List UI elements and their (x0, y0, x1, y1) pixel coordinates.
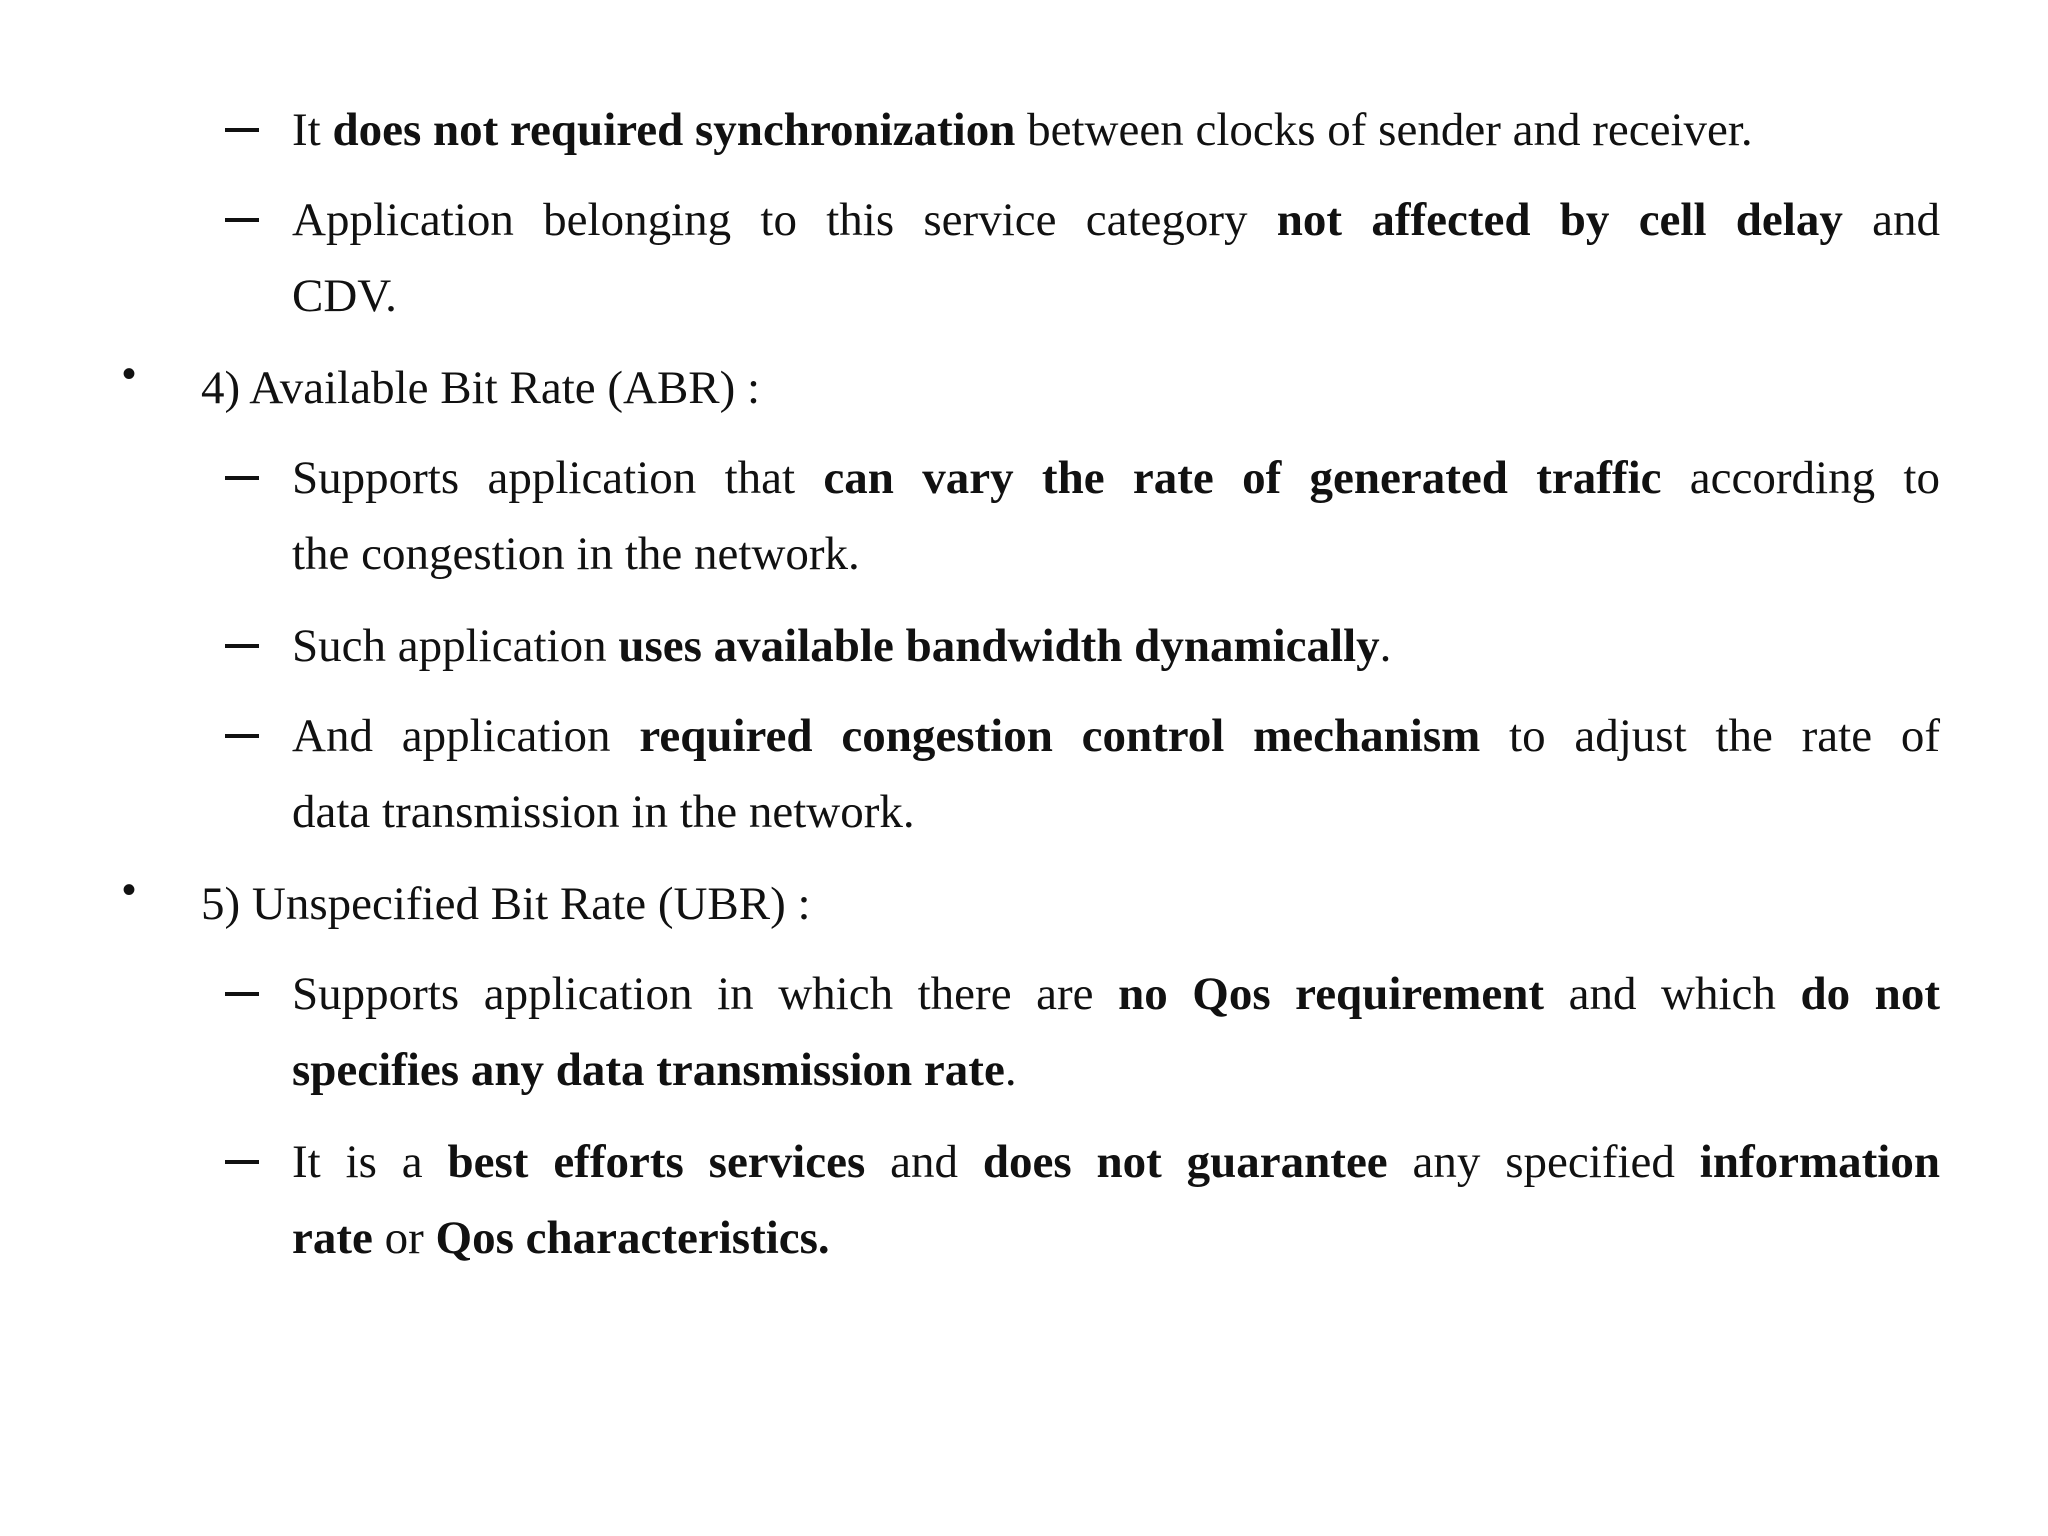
list-line (292, 440, 1940, 516)
body-text: and which (1544, 968, 1801, 1020)
body-text: Such application (292, 620, 619, 672)
body-text: and (1842, 194, 1940, 246)
list-line (292, 698, 1940, 774)
body-text: And application (292, 710, 640, 762)
bullet-icon: • (122, 352, 137, 396)
dash-icon (225, 644, 259, 648)
list-line (292, 1200, 1940, 1276)
list-line (292, 774, 1940, 850)
list-line (292, 1124, 1940, 1200)
emphasis-text: does not guarantee (982, 1136, 1388, 1188)
dash-icon (225, 218, 259, 222)
dash-icon (225, 128, 259, 132)
body-text: any specified (1387, 1136, 1700, 1188)
list-line (292, 92, 1940, 168)
emphasis-text: Qos characteristics. (435, 1212, 830, 1264)
dash-icon (225, 734, 259, 738)
body-text: It (292, 104, 333, 156)
body-text: 4) Available Bit Rate (ABR) : (201, 362, 761, 414)
body-text: Supports application in which there are (292, 968, 1119, 1020)
body-text: or (372, 1212, 436, 1264)
emphasis-text: best efforts services (447, 1136, 866, 1188)
emphasis-text: required congestion control mechanism (639, 710, 1481, 762)
body-text: to adjust the rate of (1480, 710, 1940, 762)
dash-icon (225, 992, 259, 996)
body-text: Application belonging to this service category (292, 194, 1277, 246)
body-text: CDV. (292, 270, 397, 322)
list-line (292, 608, 1940, 684)
body-text: . (1379, 620, 1392, 672)
emphasis-text: does not required synchronization (332, 104, 1016, 156)
body-text: . (1004, 1044, 1017, 1096)
list-line (292, 182, 1940, 258)
body-text: and (865, 1136, 983, 1188)
emphasis-text: specifies any data transmission rate (292, 1044, 1005, 1096)
emphasis-text: uses available bandwidth dynamically (618, 620, 1380, 672)
emphasis-text: information (1699, 1136, 1940, 1188)
emphasis-text: rate (292, 1212, 373, 1264)
body-text: between clocks of sender and receiver. (1015, 104, 1753, 156)
list-line (292, 1032, 1940, 1108)
dash-icon (225, 1160, 259, 1164)
emphasis-text: do not (1800, 968, 1940, 1020)
bullet-icon: • (122, 868, 137, 912)
dash-icon (225, 476, 259, 480)
body-text: 5) Unspecified Bit Rate (UBR) : (201, 878, 811, 930)
section-heading (201, 350, 1801, 426)
list-line (292, 956, 1940, 1032)
section-heading (201, 866, 1801, 942)
emphasis-text: can vary the rate of generated traffic (823, 452, 1662, 504)
list-line (292, 516, 1940, 592)
body-text: It is a (292, 1136, 448, 1188)
body-text: according to (1661, 452, 1940, 504)
emphasis-text: no Qos requirement (1118, 968, 1545, 1020)
body-text: the congestion in the network. (292, 528, 860, 580)
list-line (292, 258, 1940, 334)
body-text: Supports application that (292, 452, 824, 504)
body-text: data transmission in the network. (292, 786, 915, 838)
emphasis-text: not affected by cell delay (1276, 194, 1843, 246)
